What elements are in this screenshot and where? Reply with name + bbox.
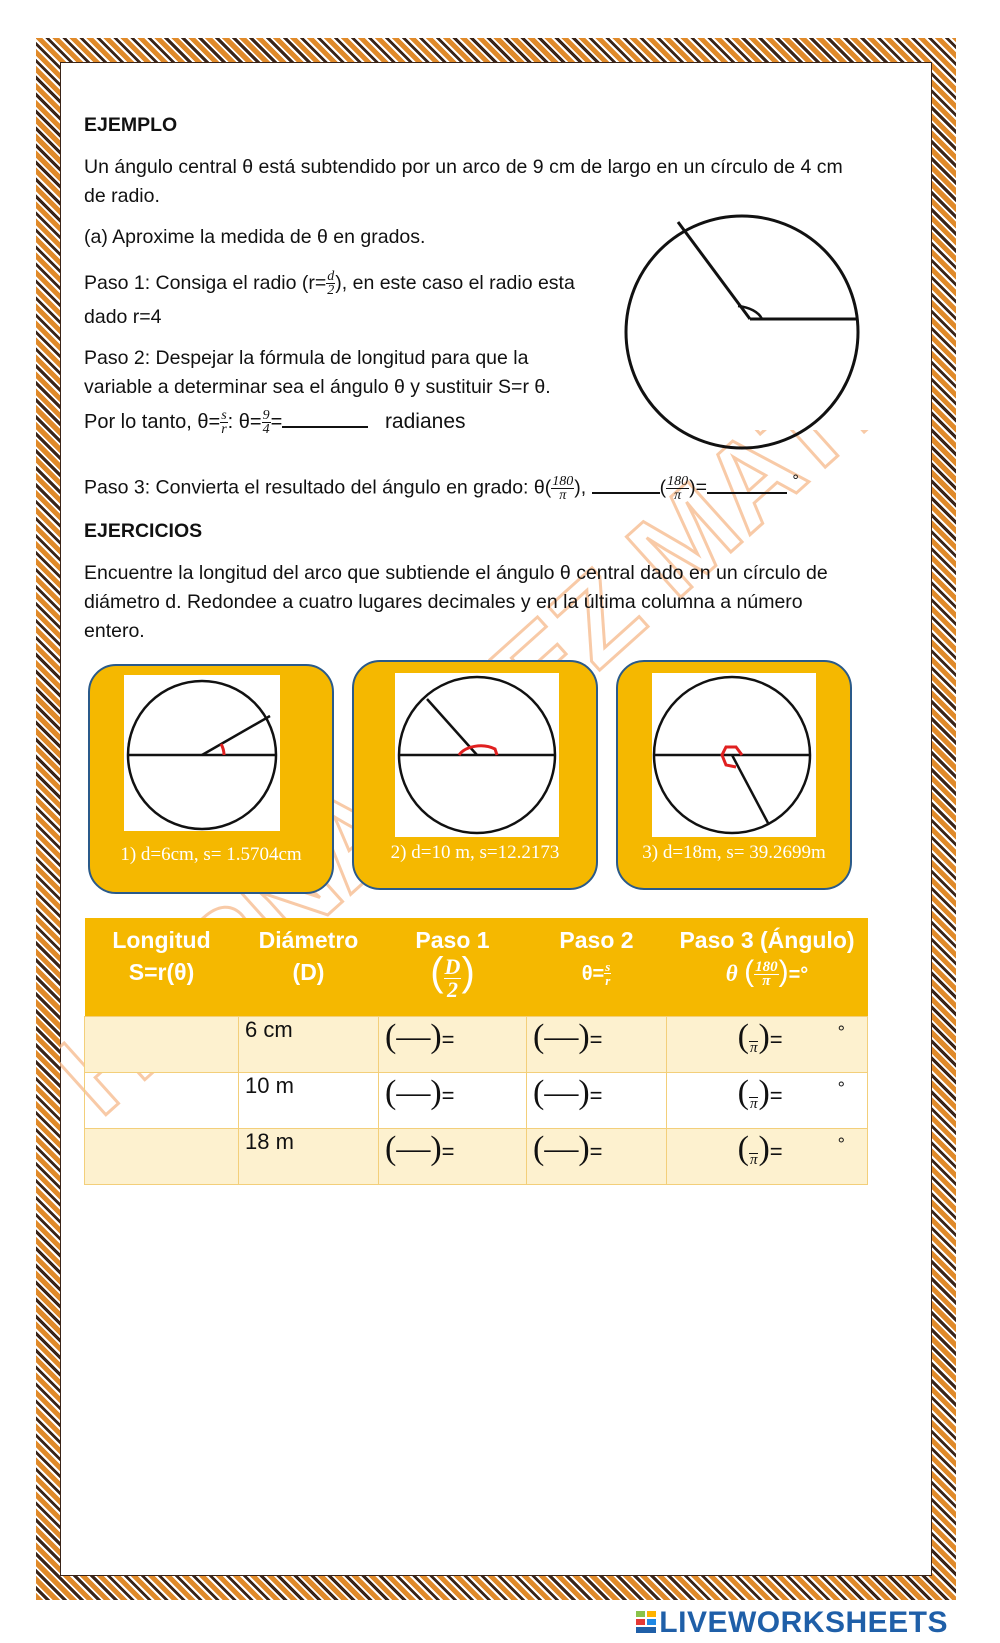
header-longitud: Longitud S=r(θ) <box>85 918 239 1017</box>
exercise-card-1 <box>88 664 334 894</box>
step1-pre: Paso 1: Consiga el radio (r= <box>84 272 327 294</box>
table-row <box>85 1073 868 1129</box>
exercise-card-3 <box>616 660 852 890</box>
paso2-cell[interactable]: (—)= <box>527 1017 667 1073</box>
exercises-line2: diámetro d. Redondee a cuatro lugares decimales y en la última columna a número <box>84 591 803 613</box>
angle-arc-red <box>459 746 497 755</box>
degree-symbol: ° <box>792 472 799 490</box>
brand-text: LIVEWORKSHEETS <box>659 1606 948 1639</box>
example-heading: EJEMPLO <box>84 114 178 136</box>
table-header-row <box>85 918 868 1017</box>
exercise-3-circle <box>652 673 816 837</box>
exercise-1-label: 1) d=6cm, s= 1.5704cm <box>120 844 302 865</box>
table-row <box>85 1129 868 1185</box>
example-step1-line2: dado r=4 <box>84 306 162 328</box>
exercise-3-label: 3) d=18m, s= 39.2699m <box>642 842 826 863</box>
example-circle-diagram <box>620 214 865 454</box>
180-over-pi-fraction: $\frac{180}{\pi}$ <box>552 473 574 503</box>
paso1-cell[interactable]: (—)= <box>379 1129 527 1185</box>
diameter-cell: 6 cm <box>239 1017 379 1073</box>
diameter-cell: 18 m <box>239 1129 379 1185</box>
circle-outline <box>626 216 858 448</box>
header-diametro: Diámetro (D) <box>239 918 379 1017</box>
step3-theta-blank[interactable] <box>592 492 660 494</box>
exercises-line3: entero. <box>84 620 145 642</box>
example-step2-line3: Por lo tanto, θ= $\frac{s}{r}$ : θ= $\frac{9}{4}$ = radianes <box>84 408 466 438</box>
angle-arc-red <box>221 744 224 755</box>
example-step2-line1: Paso 2: Despejar la fórmula de longitud para que la <box>84 347 529 369</box>
step3-mid: ), <box>574 476 587 499</box>
diameter-cell: 10 m <box>239 1073 379 1129</box>
step1-post: ), en este caso el radio esta <box>335 272 575 294</box>
longitud-cell[interactable] <box>85 1129 239 1185</box>
radians-unit: radianes <box>384 410 466 433</box>
example-intro-line2: de radio. <box>84 185 160 207</box>
liveworksheets-logo-icon <box>635 1609 657 1635</box>
answer-table <box>84 918 868 1185</box>
exercise-1-circle <box>124 675 280 831</box>
table-row <box>85 1017 868 1073</box>
paso1-cell[interactable]: (—)= <box>379 1073 527 1129</box>
example-intro-line1: Un ángulo central θ está subtendido por un arco de 9 cm de largo en un círculo de 4 cm <box>84 156 843 178</box>
paso1-cell[interactable]: (—)= <box>379 1017 527 1073</box>
step3-eq: )= <box>689 476 707 499</box>
paso3-cell[interactable]: ( π )= ° <box>667 1017 868 1073</box>
longitud-cell[interactable] <box>85 1017 239 1073</box>
example-step2-line2: variable a determinar sea el ángulo θ y sustituir S=r θ. <box>84 376 551 398</box>
step2-mid: : θ= <box>227 411 262 433</box>
9-over-4-fraction: $\frac{9}{4}$ <box>262 408 270 438</box>
180-over-pi-fraction-2: $\frac{180}{\pi}$ <box>667 473 689 503</box>
exercises-heading: EJERCICIOS <box>84 520 203 542</box>
s-over-r-fraction: $\frac{s}{r}$ <box>221 408 227 438</box>
liveworksheets-brand <box>635 1606 948 1640</box>
step3-pre: Paso 3: Convierta el resultado del ángulo en grado: θ( <box>84 476 552 499</box>
exercises-line1: Encuentre la longitud del arco que subtiende el ángulo θ central dado en un círculo de <box>84 562 828 584</box>
d-over-2-fraction: $\frac{d}{2}$ <box>327 269 335 299</box>
example-part-a: (a) Aproxime la medida de θ en grados. <box>84 226 426 248</box>
degrees-answer-blank[interactable] <box>707 492 787 494</box>
paso2-cell[interactable]: (—)= <box>527 1129 667 1185</box>
example-step1 <box>84 268 575 298</box>
exercise-2-circle <box>395 673 559 837</box>
header-paso1: Paso 1 ( $\frac{D}{2}$ ) <box>379 918 527 1017</box>
exercise-2-label: 2) d=10 m, s=12.2173 <box>390 842 560 863</box>
paso2-cell[interactable]: (—)= <box>527 1073 667 1129</box>
paso3-cell[interactable]: ( π )= ° <box>667 1129 868 1185</box>
header-paso2: Paso 2 θ= $\frac{s}{r}$ <box>527 918 667 1017</box>
step2-pre: Por lo tanto, θ= <box>84 411 221 433</box>
header-paso3: Paso 3 (Ángulo) θ ( $\frac{180}{\pi}$ )=° <box>667 918 868 1017</box>
longitud-cell[interactable] <box>85 1073 239 1129</box>
example-step3: Paso 3: Convierta el resultado del ángulo en grado: θ( $\frac{180}{\pi}$ ), ( $\frac{180}{\pi}$ )= ° <box>84 472 799 503</box>
paso3-cell[interactable]: ( π )= ° <box>667 1073 868 1129</box>
theta-radians-answer-blank[interactable] <box>282 426 368 428</box>
radius-slanted <box>678 222 750 319</box>
exercise-card-2 <box>352 660 598 890</box>
